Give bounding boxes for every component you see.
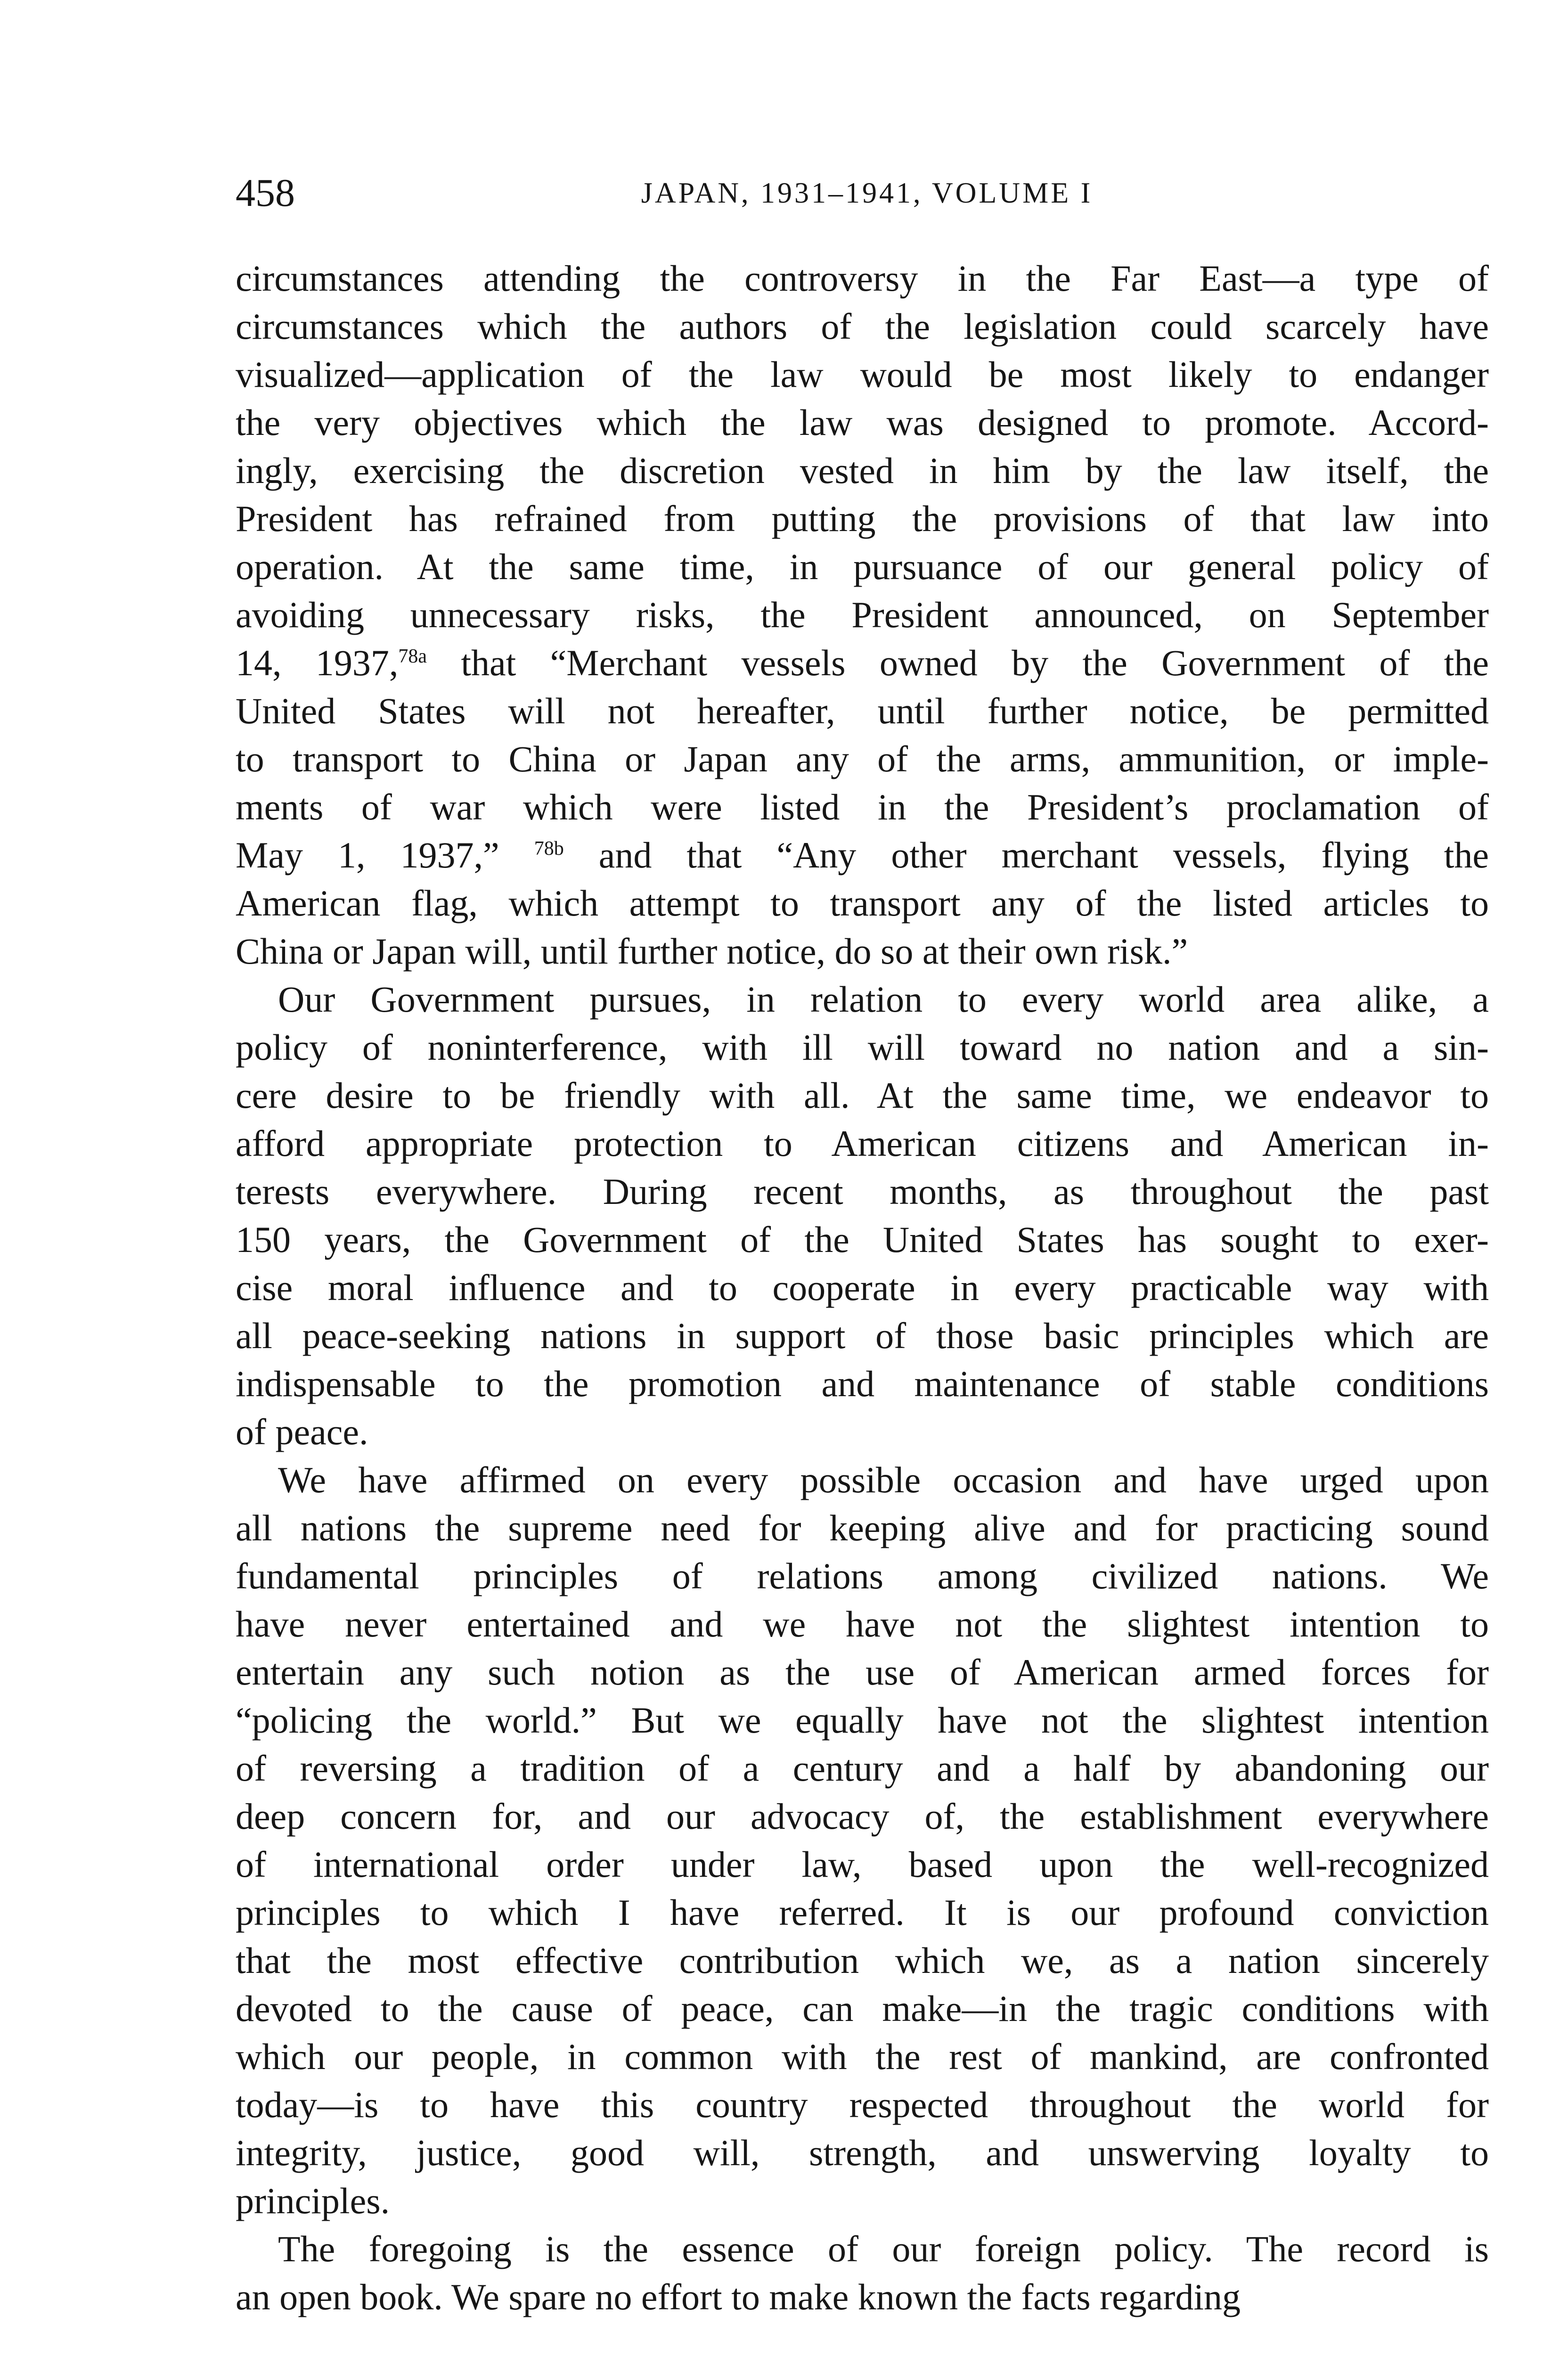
text-line — [236, 1360, 1489, 1408]
line-text: devoted to the cause of peace, can make—in the tragic conditions with — [236, 1988, 1489, 2029]
line-text: that the most effective contribution which we, as a nation sincerely — [236, 1940, 1489, 1981]
text-line — [236, 2273, 1489, 2321]
line-text: principles. — [236, 2180, 390, 2221]
text-line — [236, 543, 1489, 591]
line-text: ingly, exercising the discretion vested in him by the law itself, the — [236, 450, 1489, 491]
text-line — [236, 351, 1489, 399]
line-text: policy of noninterference, with ill will toward no nation and a sin- — [236, 1027, 1489, 1068]
text-line — [236, 2177, 1489, 2225]
line-text: China or Japan will, until further notice, do so at their own risk.” — [236, 931, 1188, 972]
line-text: 150 years, the Government of the United States has sought to exer- — [236, 1219, 1489, 1260]
line-text: afford appropriate protection to American citizens and American in- — [236, 1123, 1489, 1164]
line-text: to transport to China or Japan any of the arms, ammunition, or imple- — [236, 738, 1489, 779]
text-line — [236, 1456, 1489, 1504]
text-line — [236, 1023, 1489, 1072]
text-line — [236, 1264, 1489, 1312]
page-number: 458 — [236, 171, 295, 215]
line-text: all nations the supreme need for keeping alive and for practicing sound — [236, 1507, 1489, 1548]
running-title: JAPAN, 1931–1941, VOLUME I — [641, 177, 1093, 209]
text-line — [236, 879, 1489, 927]
text-line — [236, 735, 1489, 783]
line-text: American flag, which attempt to transport any of the listed articles to — [236, 883, 1489, 924]
line-text: avoiding unnecessary risks, the President announced, on September — [236, 594, 1489, 635]
line-text: The foregoing is the essence of our foreign policy. The record is — [278, 2228, 1489, 2269]
text-line — [236, 1504, 1489, 1552]
text-line — [236, 1889, 1489, 1937]
text-line — [236, 1216, 1489, 1264]
text-line — [236, 1408, 1489, 1456]
line-text: of international order under law, based upon the well-recognized — [236, 1844, 1489, 1885]
line-text: We have affirmed on every possible occasion and have urged upon — [278, 1459, 1489, 1500]
text-line — [236, 2033, 1489, 2081]
text-line — [236, 1648, 1489, 1696]
line-text: and that “Any other merchant vessels, flying the — [564, 834, 1489, 875]
line-text: that “Merchant vessels owned by the Government of the — [427, 642, 1489, 683]
text-line — [236, 399, 1489, 447]
text-line — [236, 1937, 1489, 1985]
text-line — [236, 2225, 1489, 2273]
text-line — [236, 1744, 1489, 1792]
text-line — [236, 975, 1489, 1023]
text-line — [236, 1120, 1489, 1168]
line-text: today—is to have this country respected throughout the world for — [236, 2084, 1489, 2125]
paragraph — [236, 254, 1489, 975]
text-line — [236, 639, 1489, 687]
text-line — [236, 303, 1489, 351]
text-line — [236, 1792, 1489, 1841]
line-text: terests everywhere. During recent months, as throughout the past — [236, 1171, 1489, 1212]
line-text: integrity, justice, good will, strength, and unswerving loyalty to — [236, 2132, 1489, 2173]
text-line — [236, 447, 1489, 495]
footnote-reference: 78b — [534, 838, 564, 859]
line-text: all peace-seeking nations in support of those basic principles which are — [236, 1315, 1489, 1356]
line-text: Our Government pursues, in relation to every world area alike, a — [278, 979, 1489, 1020]
footnote-reference: 78a — [398, 646, 427, 667]
text-line — [236, 687, 1489, 735]
text-line — [236, 1696, 1489, 1744]
text-line — [236, 831, 1489, 879]
text-line — [236, 495, 1489, 543]
text-line — [236, 783, 1489, 831]
body-text — [236, 254, 1489, 2321]
line-text: principles to which I have referred. It is our profound conviction — [236, 1892, 1489, 1933]
line-text: ments of war which were listed in the President’s proclamation of — [236, 786, 1489, 827]
paragraph — [236, 2225, 1489, 2321]
text-line — [236, 1841, 1489, 1889]
text-line — [236, 1312, 1489, 1360]
text-line — [236, 1072, 1489, 1120]
line-text: President has refrained from putting the provisions of that law into — [236, 498, 1489, 539]
text-line — [236, 2081, 1489, 2129]
text-line — [236, 254, 1489, 303]
line-text: 14, 1937, — [236, 642, 399, 683]
line-text: operation. At the same time, in pursuance of our general policy of — [236, 546, 1489, 587]
line-text: deep concern for, and our advocacy of, the establishment everywhere — [236, 1796, 1489, 1837]
line-text: cise moral influence and to cooperate in every practicable way with — [236, 1267, 1489, 1308]
line-text: cere desire to be friendly with all. At the same time, we endeavor to — [236, 1075, 1489, 1116]
line-text: “policing the world.” But we equally have not the slightest intention — [236, 1700, 1489, 1741]
text-line — [236, 1985, 1489, 2033]
line-text: entertain any such notion as the use of American armed forces for — [236, 1652, 1489, 1693]
line-text: an open book. We spare no effort to make known the facts regarding — [236, 2276, 1241, 2317]
line-text: visualized—application of the law would be most likely to endanger — [236, 354, 1489, 395]
line-text: fundamental principles of relations among civilized nations. We — [236, 1555, 1489, 1596]
running-header — [236, 167, 1498, 219]
text-line — [236, 1168, 1489, 1216]
text-line — [236, 591, 1489, 639]
line-text: May 1, 1937,” — [236, 834, 534, 875]
line-text: of peace. — [236, 1411, 368, 1452]
line-text: indispensable to the promotion and maintenance of stable conditions — [236, 1363, 1489, 1404]
paragraph — [236, 1456, 1489, 2225]
line-text: circumstances which the authors of the legislation could scarcely have — [236, 306, 1489, 347]
line-text: United States will not hereafter, until further notice, be permitted — [236, 690, 1489, 731]
text-line — [236, 2129, 1489, 2177]
text-line — [236, 1600, 1489, 1648]
line-text: circumstances attending the controversy in the Far East—a type of — [236, 258, 1489, 299]
text-line — [236, 1552, 1489, 1600]
text-line — [236, 927, 1489, 975]
line-text: which our people, in common with the rest of mankind, are confronted — [236, 2036, 1489, 2077]
line-text: of reversing a tradition of a century and a half by abandoning our — [236, 1748, 1489, 1789]
line-text: the very objectives which the law was designed to promote. Accord- — [236, 402, 1489, 443]
paragraph — [236, 975, 1489, 1456]
line-text: have never entertained and we have not the slightest intention to — [236, 1603, 1489, 1644]
